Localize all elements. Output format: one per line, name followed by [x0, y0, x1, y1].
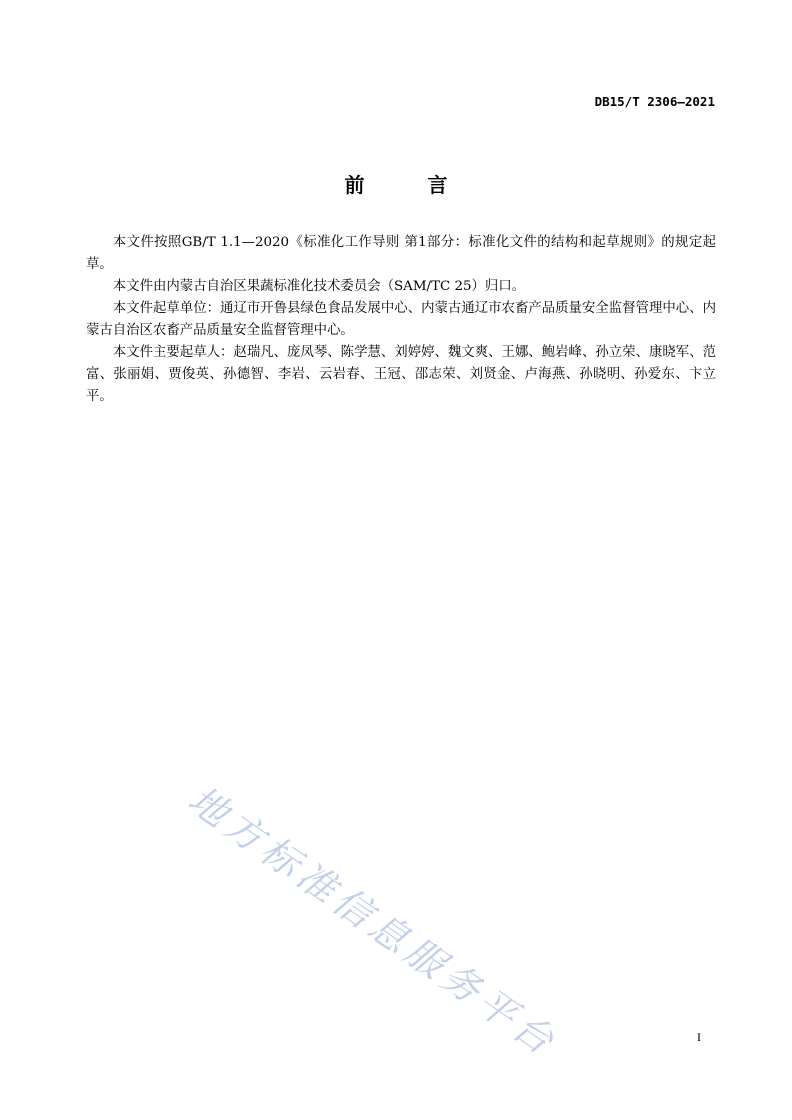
document-code: DB15/T 2306—2021: [594, 94, 715, 109]
foreword-body: [86, 232, 716, 408]
paragraph-committee: 本文件由内蒙古自治区果蔬标准化技术委员会（SAM/TC 25）归口。: [112, 279, 526, 294]
paragraph-drafting-rules: 本文件按照GB/T 1.1—2020《标准化工作导则 第1部分：标准化文件的结构和起草规则》的规定起草。: [86, 235, 716, 272]
paragraph-drafting-units: 本文件起草单位：通辽市开鲁县绿色食品发展中心、内蒙古通辽市农畜产品质量安全监督管理中心、内蒙古自治区农畜产品质量安全监督管理中心。: [86, 301, 716, 338]
page-number: I: [697, 1030, 701, 1044]
watermark-text: 地方标准信息服务平台: [180, 777, 567, 1066]
paragraph-drafters: 本文件主要起草人：赵瑞凡、庞凤琴、陈学慧、刘婷婷、魏文爽、王娜、鲍岩峰、孙立荣、康晓军、范富、张丽娟、贾俊英、孙德智、李岩、云岩春、王冠、邵志荣、刘贤金、卢海燕、孙晓明、孙爱东、卞立平。: [86, 345, 716, 404]
page-title: 前 言: [344, 173, 476, 197]
